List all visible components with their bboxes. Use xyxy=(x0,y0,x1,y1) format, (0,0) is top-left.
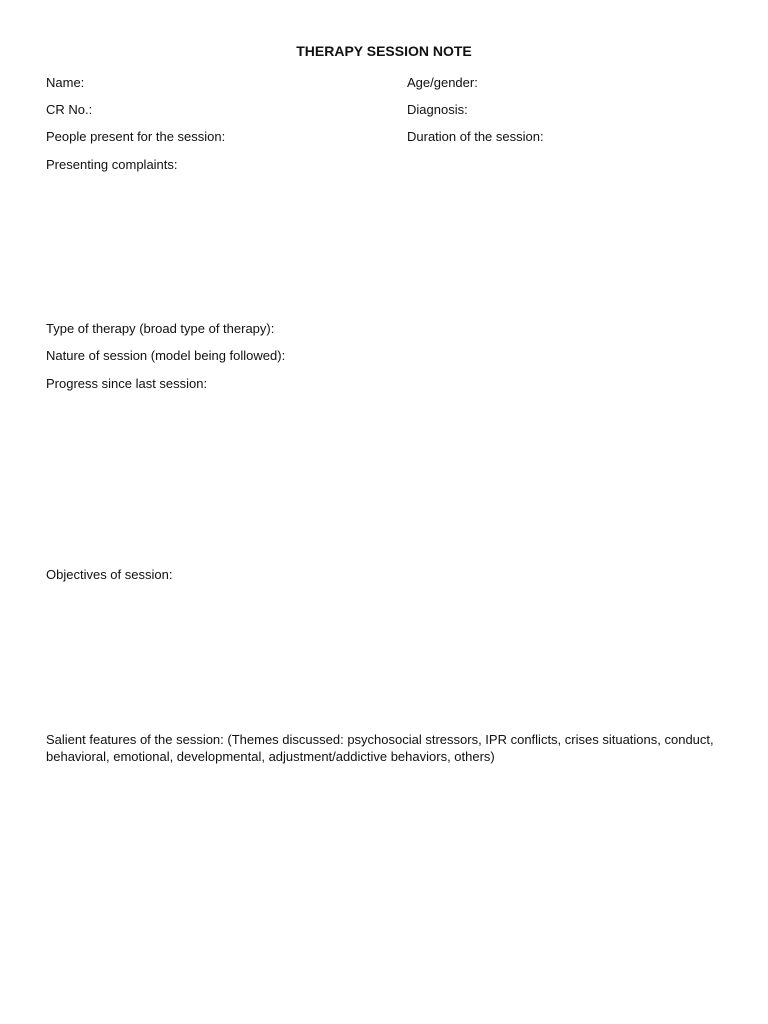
objectives-label: Objectives of session: xyxy=(46,567,173,582)
name-label: Name: xyxy=(46,75,85,90)
diagnosis-label: Diagnosis: xyxy=(407,102,468,117)
progress-label: Progress since last session: xyxy=(46,376,208,391)
presenting-complaints-label: Presenting complaints: xyxy=(46,157,178,172)
age-gender-label: Age/gender: xyxy=(407,75,478,90)
type-of-therapy-label: Type of therapy (broad type of therapy): xyxy=(46,321,275,336)
salient-features-label: Salient features of the session: (Themes discussed: psychosocial stressors, IPR conflicts, crises situations, conduct, behavioral, emotional, developmental, adjustment/addictive behaviors, others) xyxy=(46,732,714,764)
cr-no-label: CR No.: xyxy=(46,102,93,117)
document-title: THERAPY SESSION NOTE xyxy=(296,43,472,59)
duration-label: Duration of the session: xyxy=(407,129,544,144)
nature-of-session-label: Nature of session (model being followed): xyxy=(46,348,286,363)
people-present-label: People present for the session: xyxy=(46,129,226,144)
